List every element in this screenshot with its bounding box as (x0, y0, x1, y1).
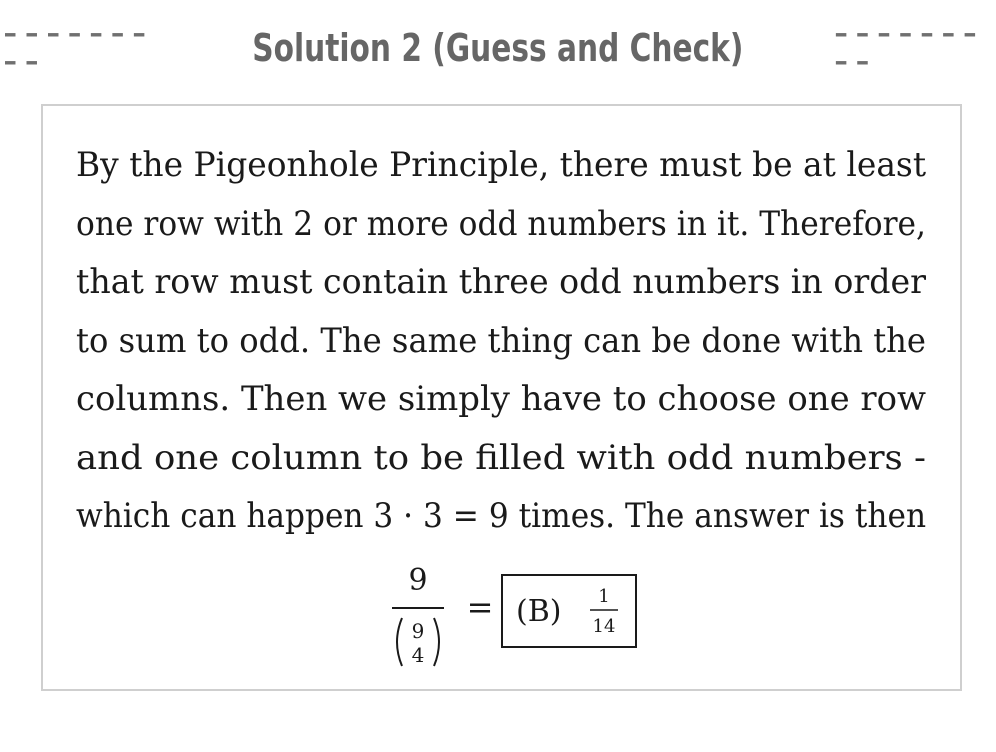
formula-numerator: 9 (408, 563, 428, 598)
paragraph-line-text: one row with 2 or more odd numbers in it. Therefore, (76, 203, 927, 244)
solution-heading (0, 20, 996, 76)
answer-label: (B) (516, 594, 562, 629)
paragraph-line (76, 487, 926, 546)
paragraph-line (76, 312, 926, 371)
answer-formula (388, 562, 648, 682)
heading-title: Solution 2 (Guess and Check) (252, 26, 744, 70)
answer-numerator: 1 (598, 586, 610, 607)
paragraph-line-text: to sum to odd. The same thing can be done with the (76, 320, 926, 361)
binom-top: 9 (411, 619, 425, 643)
paragraph-line (76, 370, 926, 429)
heading-left-dashes: --------- (0, 20, 151, 76)
paragraph-line (76, 136, 926, 195)
answer-denominator: 14 (592, 616, 616, 637)
paragraph-line (76, 195, 926, 254)
paragraph-line (76, 253, 926, 312)
paragraph-line-text: By the Pigeonhole Principle, there must be at least (76, 145, 927, 185)
paragraph-line-text: columns. Then we simply have to choose one row (76, 379, 927, 419)
paragraph-line-text: and one column to be filled with odd numbers - (76, 437, 926, 478)
binom-left-paren (397, 618, 402, 666)
paragraph-line-text: which can happen 3 · 3 = 9 times. The answer is then (76, 496, 927, 536)
heading-right-dashes: --------- (830, 20, 982, 76)
paragraph-line-text: that row must contain three odd numbers in order (76, 262, 926, 302)
formula-equals: = (466, 588, 494, 626)
solution-paragraph (76, 136, 926, 546)
binom-bottom: 4 (411, 643, 425, 667)
paragraph-line (76, 429, 926, 488)
binom-right-paren (434, 618, 439, 666)
